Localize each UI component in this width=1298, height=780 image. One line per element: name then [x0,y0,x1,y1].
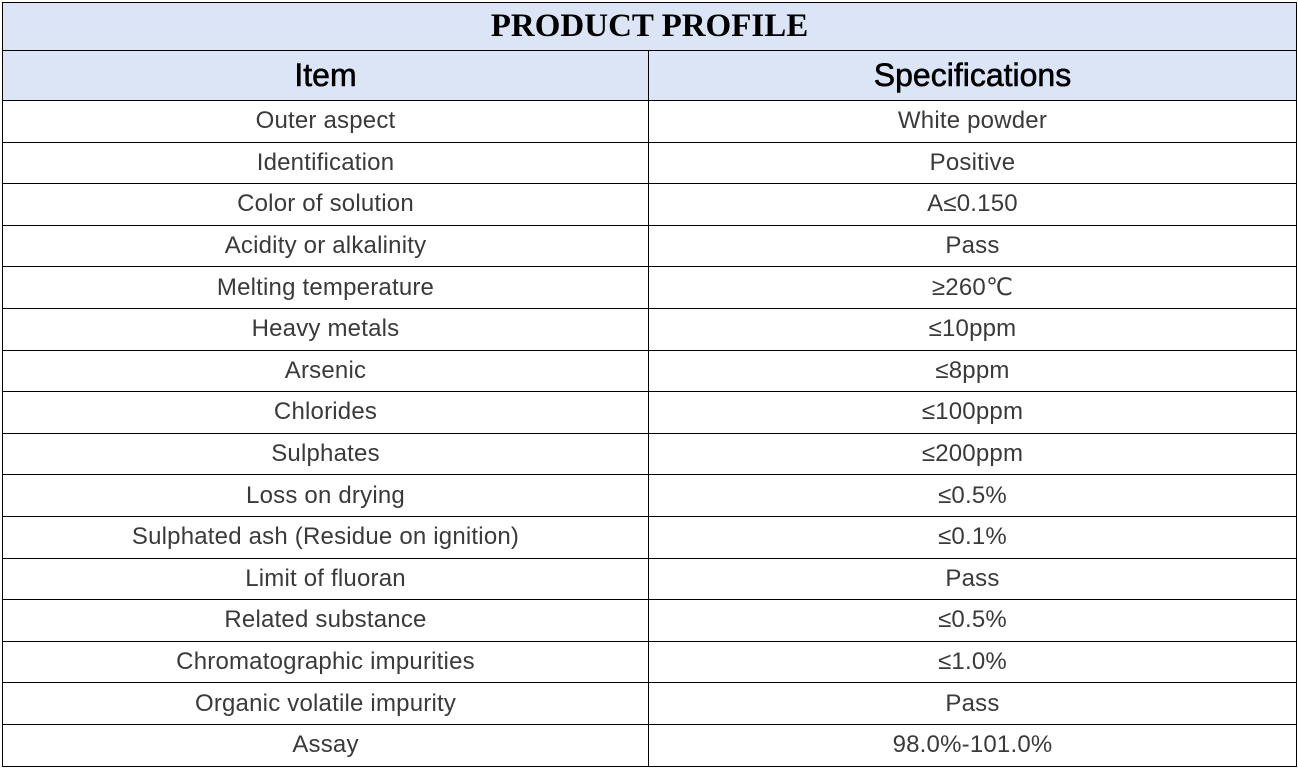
item-cell: Identification [3,142,649,184]
item-cell: Color of solution [3,184,649,226]
table-title: PRODUCT PROFILE [3,3,1297,51]
spec-cell: White powder [649,101,1297,143]
table-row [3,225,1297,267]
table-row [3,267,1297,309]
table-row [3,392,1297,434]
item-cell: Sulphates [3,433,649,475]
item-cell: Limit of fluoran [3,558,649,600]
table-row [3,683,1297,725]
spec-cell: Positive [649,142,1297,184]
spec-cell: ≤10ppm [649,308,1297,350]
item-cell: Sulphated ash (Residue on ignition) [3,516,649,558]
table-row [3,433,1297,475]
spec-cell: ≤0.1% [649,516,1297,558]
spec-cell: 98.0%-101.0% [649,724,1297,766]
spec-cell: ≤200ppm [649,433,1297,475]
item-cell: Chlorides [3,392,649,434]
product-profile-table [2,2,1297,767]
column-header-item: Item [3,51,649,101]
column-header-specifications: Specifications [649,51,1297,101]
spec-cell: ≤1.0% [649,641,1297,683]
item-cell: Acidity or alkalinity [3,225,649,267]
table-row [3,101,1297,143]
table-row [3,600,1297,642]
table-row [3,350,1297,392]
item-cell: Melting temperature [3,267,649,309]
spec-cell: ≤8ppm [649,350,1297,392]
item-cell: Chromatographic impurities [3,641,649,683]
table-row [3,641,1297,683]
table-row [3,184,1297,226]
title-row [3,3,1297,51]
spec-cell: Pass [649,558,1297,600]
spec-cell: A≤0.150 [649,184,1297,226]
table-row [3,475,1297,517]
item-cell: Heavy metals [3,308,649,350]
item-cell: Loss on drying [3,475,649,517]
spec-cell: ≤0.5% [649,600,1297,642]
spec-cell: Pass [649,683,1297,725]
column-header-row [3,51,1297,101]
table-row [3,516,1297,558]
table-row [3,724,1297,766]
item-cell: Arsenic [3,350,649,392]
spec-cell: ≤100ppm [649,392,1297,434]
item-cell: Related substance [3,600,649,642]
item-cell: Outer aspect [3,101,649,143]
table-row [3,558,1297,600]
spec-cell: ≤0.5% [649,475,1297,517]
item-cell: Organic volatile impurity [3,683,649,725]
spec-cell: Pass [649,225,1297,267]
table-row [3,308,1297,350]
table-row [3,142,1297,184]
item-cell: Assay [3,724,649,766]
spec-cell: ≥260℃ [649,267,1297,309]
